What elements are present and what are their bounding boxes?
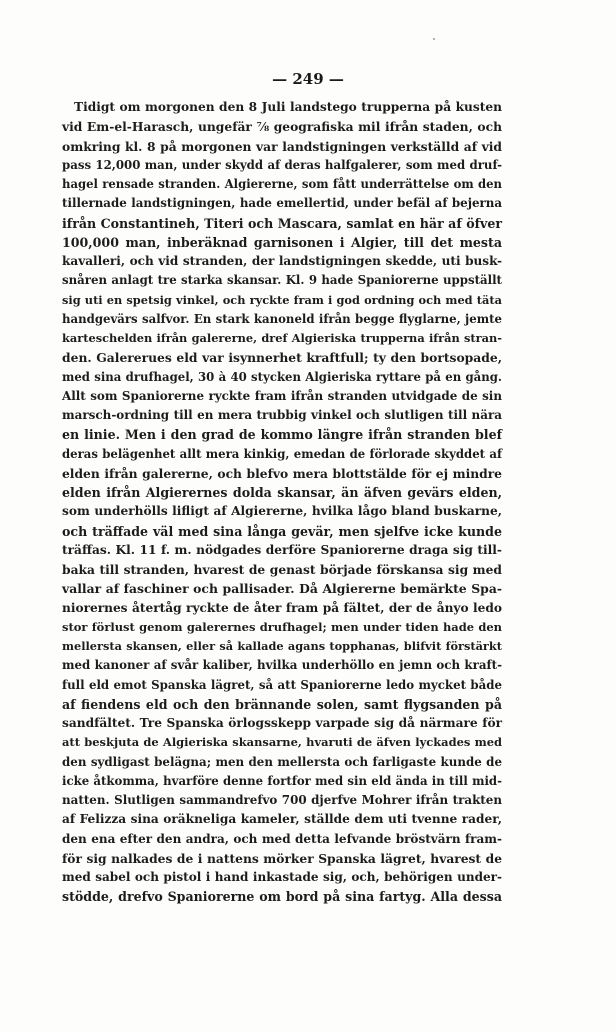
text-line: Allt som Spaniorerne ryckte fram ifrån stranden utvidgade de sin <box>62 388 502 403</box>
text-line: snåren anlagt tre starka skansar. Kl. 9 hade Spaniorerne uppställt <box>62 273 502 288</box>
text-line: den sydligast belägna; men den mellersta och farligaste kunde de <box>62 754 502 769</box>
text-line: vallar af faschiner och pallisader. Då Algiererne bemärkte Spa- <box>62 581 502 597</box>
text-line: natten. Slutligen sammandrefvo 700 djerfve Mohrer ifrån trakten <box>62 793 502 807</box>
text-line: med sina drufhagel, 30 à 40 stycken Algieriska ryttare på en gång. <box>62 369 502 384</box>
text-line: deras belägenhet allt mera kinkig, emedan de förlorade skyddet af <box>62 446 502 461</box>
text-line: med kanoner af svår kaliber, hvilka underhöllo en jemn och kraft- <box>62 658 502 673</box>
text-line: elden ifrån Algierernes dolda skansar, än äfven gevärs elden, <box>62 485 502 500</box>
text-line: som underhölls lifligt af Algiererne, hvilka lågo bland buskarne, <box>62 504 502 519</box>
text-line: baka till stranden, hvarest de genast började förskansa sig med <box>62 562 502 577</box>
text-line: tillernade landstigningen, hade emellertid, under befäl af bejerna <box>62 196 502 211</box>
text-line: och träffade väl med sina långa gevär, men sjelfve icke kunde <box>62 523 502 539</box>
text-line: den. Galererues eld var isynnerhet kraftfull; ty den bortsopade, <box>62 350 502 366</box>
text-line: sandfältet. Tre Spanska örlogsskepp varpade sig då närmare för <box>62 716 502 730</box>
text-line: kavalleri, och vid stranden, der landstigningen skedde, uti busk- <box>62 254 502 268</box>
text-line: hagel rensade stranden. Algiererne, som fått underrättelse om den <box>62 177 502 191</box>
text-line: med sabel och pistol i hand inkastade sig, och, behörigen under- <box>62 870 502 884</box>
text-line: en linie. Men i den grad de kommo längre ifrån stranden blef <box>62 427 502 443</box>
text-line: handgevärs salfvor. En stark kanoneld ifrån begge flyglarne, jemte <box>62 311 502 326</box>
text-line: stor förlust genom galerernes drufhagel; men under tiden hade den <box>62 619 502 634</box>
text-line: mellersta skansen, eller så kallade agans topphanas, blifvit förstärkt <box>62 639 502 653</box>
ink-speck <box>433 38 435 40</box>
text-line: 100,000 man, inberäknad garnisonen i Algier, till det mesta <box>62 234 502 250</box>
text-line: af Felizza sina oräkneliga kameler, ställde dem uti tvenne rader, <box>62 812 502 827</box>
text-line: för sig nalkades de i nattens mörker Spanska lägret, hvarest de <box>62 850 502 866</box>
text-line: pass 12,000 man, under skydd af deras halfgalerer, som med druf- <box>62 157 502 172</box>
text-line: vid Em-el-Harasch, ungefär ⅞ geografiska mil ifrån staden, och <box>62 119 502 135</box>
text-line: träffas. Kl. 11 f. m. nödgades derföre Spaniorerne draga sig till- <box>62 542 502 557</box>
text-line: niorernes återtåg ryckte de åter fram på fältet, der de ånyo ledo <box>62 600 502 615</box>
text-line: full eld emot Spanska lägret, så att Spaniorerne ledo mycket både <box>62 677 502 692</box>
text-line: omkring kl. 8 på morgonen var landstigningen verkställd af vid <box>62 138 502 154</box>
text-line: ifrån Constantineh, Titeri och Mascara, samlat en här af öfver <box>62 215 502 231</box>
body-text <box>62 98 502 907</box>
page-number: — 249 — <box>272 70 344 88</box>
text-line: karteschelden ifrån galererne, dref Algieriska trupperna ifrån stran- <box>62 331 502 345</box>
text-line: elden ifrån galererne, och blefvo mera blottstälde för ej mindre <box>62 465 502 481</box>
text-line: sig uti en spetsig vinkel, och ryckte fram i god ordning och med täta <box>62 292 502 307</box>
text-line: stödde, drefvo Spaniorerne om bord på sina fartyg. Alla dessa <box>62 889 502 905</box>
text-line: den ena efter den andra, och med detta lefvande bröstvärn fram- <box>62 831 502 846</box>
text-line: Tidigt om morgonen den 8 Juli landstego trupperna på kusten <box>74 100 502 114</box>
text-line: af fiendens eld och den brännande solen, samt flygsanden på <box>62 696 502 712</box>
text-line: att beskjuta de Algieriska skansarne, hvaruti de äfven lyckades med <box>62 735 502 750</box>
text-line: icke åtkomma, hvarföre denne fortfor med sin eld ända in till mid- <box>62 773 502 788</box>
text-line: marsch-ordning till en mera trubbig vinkel och slutligen till nära <box>62 408 502 422</box>
